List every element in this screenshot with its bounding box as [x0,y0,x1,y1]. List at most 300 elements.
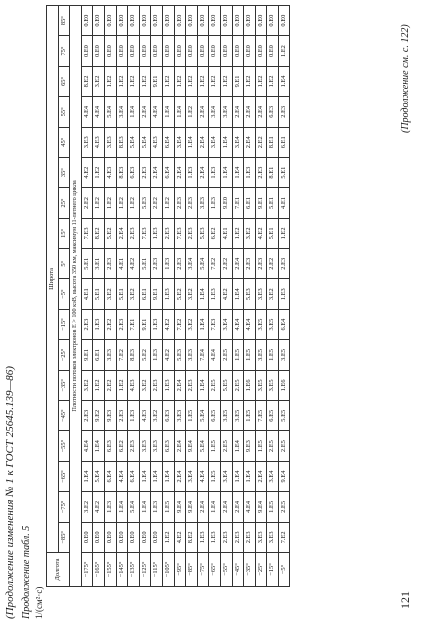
flux-value-cell: 5.E3 [139,188,151,218]
flux-value-cell: 3.E1 [93,249,105,279]
longitude-label: −115° [151,553,163,587]
longitude-label: −75° [197,553,209,587]
flux-value-cell: 4.E3 [104,157,116,187]
flux-value-cell: 4.E1 [278,188,290,218]
flux-value-cell: 2.E3 [81,309,93,339]
flux-value-cell: 1.E3 [151,309,163,339]
flux-value-cell: 1.E5 [267,492,279,522]
flux-value-cell: 7.E2 [174,309,186,339]
flux-value-cell: 2.E5 [209,370,221,400]
flux-value-cell: 3.E5 [267,309,279,339]
flux-value-cell: 0.E0 [174,36,186,66]
flux-value-cell: 4.E2 [220,279,232,309]
flux-value-cell: 3.E4 [174,127,186,157]
flux-value-cell: 5.E2 [104,218,116,248]
flux-value-cell: 3.E4 [220,309,232,339]
flux-value-cell: 0.E0 [151,36,163,66]
flux-value-cell: 0.E0 [232,5,244,36]
table-row [209,5,221,586]
flux-value-cell: 3.E5 [267,370,279,400]
table-caption: Плотности потоков электронов E > 100 кэВ, высота 350 км, максимум 11-летнего цикла [70,5,82,586]
flux-value-cell: 0.E0 [151,5,163,36]
flux-value-cell: 0.E0 [116,5,128,36]
flux-value-cell: 2.E3 [244,249,256,279]
flux-value-cell: 3.E4 [186,249,198,279]
flux-value-cell: 6.E1 [93,340,105,370]
flux-value-cell: 5.E4 [197,401,209,431]
flux-value-cell: 1.E5 [244,340,256,370]
flux-value-cell: 1.E2 [116,188,128,218]
flux-value-cell: 3.E4 [209,127,221,157]
flux-value-cell: 1.E3 [209,188,221,218]
flux-value-cell: 1.E4 [232,279,244,309]
flux-value-cell: 0.E0 [139,36,151,66]
flux-value-cell: 1.E5 [186,401,198,431]
latitude-label: 15° [58,218,70,248]
flux-value-cell: 1.E2 [209,66,221,96]
latitude-label: 85° [58,5,70,36]
flux-value-cell: 1.E3 [151,492,163,522]
flux-value-cell: 5.E3 [174,340,186,370]
flux-value-cell: 1.E5 [244,401,256,431]
flux-value-cell: 2.E3 [186,188,198,218]
flux-value-cell: 1.E4 [278,66,290,96]
flux-value-cell: 1.E4 [232,431,244,461]
flux-value-cell: 3.E2 [186,309,198,339]
flux-value-cell: 0.E0 [220,5,232,36]
flux-value-cell: 0.E0 [186,5,198,36]
flux-value-cell: 1.E3 [209,157,221,187]
flux-value-cell: 4.E4 [151,97,163,127]
flux-value-cell: 0.E0 [116,522,128,552]
flux-value-cell: 9.E1 [139,309,151,339]
flux-value-cell: 0.E0 [209,5,221,36]
flux-value-cell: 2.E4 [220,492,232,522]
longitude-label: −25° [255,553,267,587]
flux-value-cell: 0.E0 [93,522,105,552]
flux-value-cell: 4.E4 [93,97,105,127]
latitude-label: −15° [58,309,70,339]
flux-value-cell: 1.E4 [162,461,174,491]
flux-value-cell: 4.E2 [128,249,140,279]
flux-value-cell: 2.E2 [104,309,116,339]
flux-value-cell: 3.E3 [255,522,267,552]
flux-value-cell: 4.E2 [174,522,186,552]
flux-value-cell: 1.E4 [232,461,244,491]
flux-value-cell: 0.E0 [151,522,163,552]
flux-value-cell: 2.E3 [116,309,128,339]
flux-value-cell: 1.E5 [209,431,221,461]
flux-value-cell: 2.E3 [174,249,186,279]
flux-value-cell: 2.E3 [151,249,163,279]
flux-value-cell: 0.E0 [244,5,256,36]
longitude-label: −85° [186,553,198,587]
flux-value-cell: 2.E3 [232,522,244,552]
flux-value-cell: 2.E2 [255,127,267,157]
table-row [232,5,244,586]
flux-value-cell: 4.E2 [93,492,105,522]
flux-value-cell: 1.E2 [278,218,290,248]
flux-value-cell: 5.E2 [139,340,151,370]
flux-value-cell: 3.E5 [220,401,232,431]
flux-value-cell: 9.E4 [255,492,267,522]
flux-value-cell: 3.E4 [116,97,128,127]
flux-value-cell: 7.E2 [116,340,128,370]
flux-value-cell: 3.E3 [81,127,93,157]
flux-value-cell: 3.E2 [244,218,256,248]
flux-value-cell: 2.E3 [255,249,267,279]
latitude-header: Широта [47,5,59,552]
flux-value-cell: 2.E4 [197,97,209,127]
flux-value-cell: 2.E3 [116,401,128,431]
flux-value-cell: 0.E0 [139,522,151,552]
flux-value-cell: 2.E3 [186,218,198,248]
flux-value-cell: 0.E0 [81,5,93,36]
flux-value-cell: 0.E0 [255,36,267,66]
flux-value-cell: 5.E2 [174,279,186,309]
flux-value-cell: 0.E0 [197,36,209,66]
document-title: (Продолжение изменения № 1 к ГОСТ 25645.139—86) [4,366,16,619]
flux-value-cell: 6.E1 [244,188,256,218]
flux-value-cell: 8.E2 [186,522,198,552]
flux-value-cell: 0.E0 [116,36,128,66]
flux-value-cell: 7.E1 [128,309,140,339]
longitude-label: −65° [209,553,221,587]
flux-value-cell: 0.E0 [209,36,221,66]
flux-value-cell: 1.E4 [151,461,163,491]
latitude-label: −25° [58,340,70,370]
flux-value-cell: 0.E0 [220,36,232,66]
flux-value-cell: 1.E2 [278,36,290,66]
flux-value-cell: 0.E0 [255,5,267,36]
flux-value-cell: 4.E2 [162,309,174,339]
flux-value-cell: 1.E6 [278,370,290,400]
longitude-label: −125° [139,553,151,587]
table-row [81,5,93,586]
flux-value-cell: 2.E5 [278,431,290,461]
flux-value-cell: 3.E3 [104,340,116,370]
flux-value-cell: 3.E2 [267,279,279,309]
flux-value-cell: 9.E2 [93,401,105,431]
table-row [174,5,186,586]
flux-value-cell: 1.E2 [186,66,198,96]
longitude-label: −135° [128,553,140,587]
flux-value-cell: 5.E4 [93,461,105,491]
latitude-label: 25° [58,188,70,218]
latitude-label: 55° [58,97,70,127]
longitude-label: −145° [116,553,128,587]
flux-value-cell: 7.E4 [197,340,209,370]
flux-value-cell: 3.E4 [209,97,221,127]
flux-value-cell: 1.E4 [220,157,232,187]
flux-value-cell: 5.E4 [128,492,140,522]
flux-value-cell: 2.E4 [255,461,267,491]
flux-value-cell: 2.E4 [116,218,128,248]
latitude-label: −75° [58,492,70,522]
flux-value-cell: 1.E5 [267,340,279,370]
flux-value-cell: 2.E4 [232,492,244,522]
flux-value-cell: 3.E3 [186,340,198,370]
flux-value-cell: 2.E3 [128,431,140,461]
flux-value-cell: 4.E4 [81,97,93,127]
flux-value-cell: 4.E4 [232,309,244,339]
flux-value-cell: 4.E2 [255,218,267,248]
flux-value-cell: 9.E1 [151,279,163,309]
flux-value-cell: 1.E4 [128,97,140,127]
flux-value-cell: 5.E1 [267,188,279,218]
flux-value-cell: 5.E1 [116,279,128,309]
flux-value-cell: 6.E4 [104,461,116,491]
flux-value-cell: 0.E0 [128,36,140,66]
flux-value-cell: 0.E0 [93,5,105,36]
flux-value-cell: 1.E2 [128,188,140,218]
longitude-header: Долгота [47,553,70,587]
flux-value-cell: 1.E2 [104,66,116,96]
flux-value-cell: 4.E3 [139,401,151,431]
flux-value-cell: 1.E3 [93,309,105,339]
flux-value-cell: 8.E1 [267,157,279,187]
flux-value-cell: 0.E0 [267,5,279,36]
flux-value-cell: 1.E3 [209,522,221,552]
flux-value-cell: 2.E3 [162,218,174,248]
flux-value-cell: 4.E1 [220,218,232,248]
flux-value-cell: 5.E1 [139,249,151,279]
flux-value-cell: 6.E2 [209,218,221,248]
table-row [139,5,151,586]
flux-value-cell: 4.E4 [197,461,209,491]
flux-value-cell: 2.E4 [232,249,244,279]
flux-value-cell: 1.E3 [162,370,174,400]
flux-value-cell: 2.E4 [174,431,186,461]
flux-value-cell: 1.E2 [93,370,105,400]
flux-value-cell: 2.E4 [174,370,186,400]
longitude-label: −105° [162,553,174,587]
flux-value-cell: 3.E3 [255,279,267,309]
flux-value-cell: 3.E5 [255,340,267,370]
flux-value-cell: 7.E2 [278,522,290,552]
flux-value-cell: 6.E3 [128,157,140,187]
flux-value-cell: 3.E3 [139,431,151,461]
flux-value-cell: 9.E0 [220,188,232,218]
flux-value-cell: 5.E4 [197,249,209,279]
flux-value-cell: 3.E2 [81,492,93,522]
flux-value-cell: 1.E2 [197,66,209,96]
flux-value-cell: 0.E0 [128,522,140,552]
flux-value-cell: 9.E4 [174,492,186,522]
flux-value-cell: 0.E0 [104,36,116,66]
flux-value-cell: 6.E4 [162,127,174,157]
flux-value-cell: 1.E2 [244,66,256,96]
flux-value-cell: 2.E2 [220,249,232,279]
flux-value-cell: 4.E2 [81,157,93,187]
flux-value-cell: 2.E4 [197,157,209,187]
table-continuation-label: Продолжение табл. 5 [21,525,32,619]
flux-value-cell: 2.E5 [232,370,244,400]
flux-value-cell: 1.E2 [220,66,232,96]
flux-value-cell: 0.E0 [81,36,93,66]
flux-value-cell: 1.E4 [81,461,93,491]
flux-value-cell: 1.E4 [209,492,221,522]
flux-value-cell: 9.E1 [232,66,244,96]
flux-value-cell: 3.E4 [220,461,232,491]
flux-value-cell: 3.E3 [151,431,163,461]
flux-value-cell: 9.E1 [255,188,267,218]
flux-value-cell: 1.E4 [244,461,256,491]
flux-value-cell: 0.E0 [267,36,279,66]
flux-value-cell: 0.E0 [162,5,174,36]
flux-value-cell: 2.E2 [267,249,279,279]
flux-value-cell: 1.E2 [186,97,198,127]
flux-value-cell: 1.E5 [255,431,267,461]
flux-value-cell: 3.E4 [232,127,244,157]
flux-value-cell: 0.E0 [197,5,209,36]
flux-value-cell: 9.E4 [186,492,198,522]
flux-value-cell: 2.E3 [81,401,93,431]
flux-value-cell: 1.E2 [139,66,151,96]
flux-value-cell: 5.E1 [278,157,290,187]
flux-value-cell: 1.E4 [116,492,128,522]
flux-value-cell: 2.E2 [81,188,93,218]
flux-value-cell: 2.E3 [128,218,140,248]
longitude-label: −95° [174,553,186,587]
flux-value-cell: 6.E4 [278,309,290,339]
flux-value-cell: 5.E5 [278,401,290,431]
flux-value-cell: 0.E0 [104,5,116,36]
flux-value-cell: 5.E4 [128,127,140,157]
flux-value-cell: 2.E3 [174,188,186,218]
flux-value-cell: 2.E5 [220,340,232,370]
flux-value-cell: 2.E3 [278,249,290,279]
flux-value-cell: 0.E0 [128,5,140,36]
flux-value-cell: 3.E2 [81,370,93,400]
flux-value-cell: 9.E4 [278,461,290,491]
flux-value-cell: 2.E4 [255,97,267,127]
flux-value-cell: 1.E6 [244,370,256,400]
flux-value-cell: 1.E2 [116,66,128,96]
flux-value-cell: 7.E3 [174,218,186,248]
flux-value-cell: 1.E2 [116,370,128,400]
flux-value-cell: 1.E4 [220,127,232,157]
flux-value-cell: 9.E1 [81,340,93,370]
flux-value-cell: 2.E2 [151,188,163,218]
flux-value-cell: 2.E4 [244,127,256,157]
flux-value-cell: 4.E4 [116,461,128,491]
longitude-label: −5° [278,553,290,587]
flux-value-cell: 3.E2 [93,66,105,96]
flux-value-cell: 1.E3 [244,157,256,187]
longitude-label: −155° [104,553,116,587]
latitude-label: −35° [58,370,70,400]
flux-value-cell: 2.E4 [174,461,186,491]
table-row [151,5,163,586]
flux-value-cell: 4.E4 [209,340,221,370]
flux-value-cell: 6.E5 [209,401,221,431]
table-row [93,5,105,586]
flux-value-cell: 2.E4 [197,127,209,157]
longitude-label: −15° [267,553,279,587]
flux-value-cell: 1.E5 [162,492,174,522]
flux-value-cell: 0.E0 [104,522,116,552]
flux-value-cell: 6.E3 [267,97,279,127]
page-number: 121 [398,591,412,609]
flux-value-cell: 8.E1 [267,127,279,157]
flux-value-cell: 2.E3 [104,249,116,279]
latitude-label: −45° [58,401,70,431]
flux-value-cell: 9.E4 [186,431,198,461]
flux-value-cell: 1.E2 [232,218,244,248]
flux-value-cell: 1.E4 [139,492,151,522]
flux-value-cell: 1.E2 [162,188,174,218]
flux-value-cell: 2.E5 [220,431,232,461]
flux-value-cell: 5.E4 [197,431,209,461]
flux-value-cell: 2.E3 [255,157,267,187]
flux-value-cell: 3.E5 [278,340,290,370]
flux-value-cell: 3.E2 [139,370,151,400]
table-row [255,5,267,586]
table-row [267,5,279,586]
latitude-label: 5° [58,249,70,279]
flux-value-cell: 6.E4 [162,157,174,187]
flux-value-cell: 0.E0 [244,36,256,66]
flux-value-cell: 2.E3 [244,522,256,552]
flux-value-cell: 1.E3 [104,492,116,522]
flux-value-cell: 1.E2 [104,188,116,218]
flux-value-cell: 1.E3 [186,157,198,187]
flux-value-cell: 3.E5 [232,401,244,431]
flux-value-cell: 6.E3 [104,431,116,461]
flux-value-cell: 7.E5 [255,401,267,431]
flux-value-cell: 6.E1 [139,279,151,309]
flux-value-cell: 3.E5 [255,309,267,339]
flux-value-cell: 1.E3 [197,522,209,552]
flux-value-cell: 4.E4 [244,309,256,339]
flux-value-cell: 6.E3 [162,431,174,461]
flux-value-cell: 1.E3 [151,218,163,248]
flux-value-cell: 1.E4 [197,309,209,339]
latitude-label: −5° [58,279,70,309]
flux-value-cell: 1.E4 [186,127,198,157]
flux-value-cell: 3.E3 [267,522,279,552]
flux-value-cell: 0.E0 [139,5,151,36]
flux-value-cell: 2.E3 [220,522,232,552]
flux-value-cell: 2.E2 [104,370,116,400]
flux-value-cell: 5.E1 [93,279,105,309]
flux-value-cell: 9.E3 [244,431,256,461]
flux-value-cell: 1.E4 [93,431,105,461]
flux-value-cell: 1.E4 [139,461,151,491]
flux-value-cell: 5.E3 [244,279,256,309]
flux-value-cell: 6.E2 [116,431,128,461]
flux-value-cell: 7.E3 [139,218,151,248]
flux-value-cell: 3.E4 [186,461,198,491]
flux-value-cell: 5.E1 [81,249,93,279]
flux-value-cell: 0.E0 [278,5,290,36]
flux-value-cell: 9.E3 [104,401,116,431]
flux-value-cell: 6.E5 [267,401,279,431]
flux-value-cell: 7.E2 [209,249,221,279]
unit-label: 1/(см²·с) [34,586,44,619]
latitude-label: −55° [58,431,70,461]
flux-value-cell: 1.E2 [162,66,174,96]
table-row [220,5,232,586]
flux-value-cell: 7.E1 [232,188,244,218]
longitude-label: −35° [244,553,256,587]
flux-value-cell: 1.E4 [197,370,209,400]
latitude-label: −65° [58,461,70,491]
latitude-label: 45° [58,127,70,157]
flux-value-cell: 2.E4 [174,157,186,187]
flux-value-cell: 1.E4 [162,97,174,127]
